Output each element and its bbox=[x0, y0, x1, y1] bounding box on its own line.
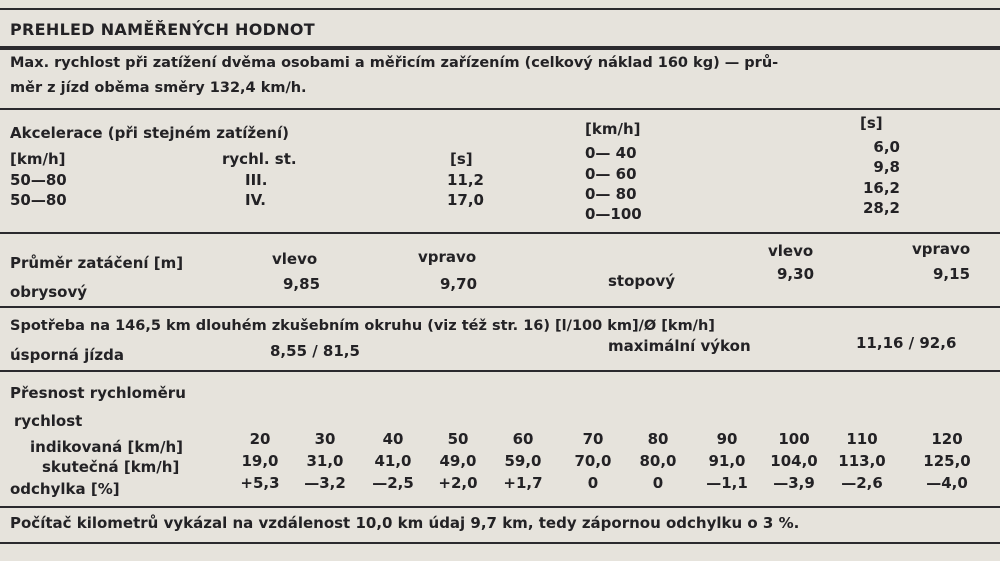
speedometer-deviation-value: +2,0 bbox=[438, 474, 478, 492]
header-rule bbox=[0, 46, 1000, 50]
speedometer-deviation-value: —2,5 bbox=[372, 474, 414, 492]
speedometer-deviation-value: 0 bbox=[652, 474, 664, 492]
speedometer-indicated-value: 120 bbox=[931, 430, 963, 448]
acc-gear-row-2-gear: IV. bbox=[245, 191, 266, 209]
acc-range-row-4-speed: 0—100 bbox=[585, 205, 642, 223]
acc-gear-row-2-speed: 50—80 bbox=[10, 191, 67, 209]
max-speed-line-2: měr z jízd oběma směry 132,4 km/h. bbox=[10, 80, 307, 96]
speedometer-deviation-value: 0 bbox=[587, 474, 599, 492]
acceleration-title: Akcelerace (při stejném zatížení) bbox=[10, 124, 289, 142]
speedometer-deviation-value: +5,3 bbox=[240, 474, 280, 492]
speedometer-indicated-value: 50 bbox=[447, 430, 469, 448]
speedometer-indicated-value: 80 bbox=[647, 430, 669, 448]
acc-range-row-2-time: 9,8 bbox=[873, 158, 900, 176]
acc-range-row-3-time: 16,2 bbox=[862, 179, 900, 197]
acc-range-row-3-speed: 0— 80 bbox=[585, 185, 637, 203]
acc-gear-row-1-speed: 50—80 bbox=[10, 171, 67, 189]
acc-range-header-speed: [km/h] bbox=[585, 120, 641, 138]
speedometer-indicated-label: indikovaná [km/h] bbox=[30, 438, 183, 456]
speedometer-actual-value: 19,0 bbox=[241, 452, 279, 470]
bottom-rule bbox=[0, 542, 1000, 544]
consumption-max-label: maximální výkon bbox=[608, 337, 751, 355]
speedometer-actual-value: 91,0 bbox=[708, 452, 746, 470]
divider-3 bbox=[0, 306, 1000, 308]
speedometer-indicated-value: 60 bbox=[512, 430, 534, 448]
speedometer-deviation-value: —3,2 bbox=[304, 474, 346, 492]
turning-right-header: vpravo bbox=[418, 248, 477, 266]
turning-stopovy-label: stopový bbox=[608, 272, 676, 290]
speedometer-actual-value: 41,0 bbox=[374, 452, 412, 470]
speedometer-subtitle: rychlost bbox=[14, 412, 83, 430]
acc-gear-header-gear: rychl. st. bbox=[222, 150, 297, 168]
speedometer-actual-value: 31,0 bbox=[306, 452, 344, 470]
acc-gear-header-speed: [km/h] bbox=[10, 150, 66, 168]
turning-stopovy-right: 9,15 bbox=[933, 265, 971, 283]
speedometer-actual-value: 125,0 bbox=[923, 452, 971, 470]
odometer-note: Počítač kilometrů vykázal na vzdálenost 10,0 km údaj 9,7 km, tedy zápornou odchylku o 3 %. bbox=[10, 514, 800, 532]
speedometer-indicated-value: 100 bbox=[778, 430, 810, 448]
turning-stopovy-left: 9,30 bbox=[777, 265, 815, 283]
acc-range-row-1-time: 6,0 bbox=[873, 138, 900, 156]
acc-range-row-2-speed: 0— 60 bbox=[585, 165, 637, 183]
speedometer-deviation-value: —4,0 bbox=[926, 474, 968, 492]
turning-stopovy-right-header: vpravo bbox=[912, 240, 971, 258]
max-speed-line-1: Max. rychlost při zatížení dvěma osobami a měřicím zařízením (celkový náklad 160 kg) — prů- bbox=[10, 55, 779, 71]
speedometer-indicated-value: 30 bbox=[314, 430, 336, 448]
divider-1 bbox=[0, 108, 1000, 110]
speedometer-actual-value: 113,0 bbox=[838, 452, 886, 470]
consumption-economy-value: 8,55 / 81,5 bbox=[270, 342, 360, 360]
speedometer-indicated-value: 110 bbox=[846, 430, 878, 448]
speedometer-deviation-value: +1,7 bbox=[503, 474, 543, 492]
speedometer-indicated-value: 20 bbox=[249, 430, 271, 448]
divider-5 bbox=[0, 506, 1000, 508]
acc-gear-header-time: [s] bbox=[450, 150, 473, 168]
consumption-title: Spotřeba na 146,5 km dlouhém zkušebním okruhu (viz též str. 16) [l/100 km]/Ø [km/h] bbox=[10, 318, 715, 334]
consumption-max-value: 11,16 / 92,6 bbox=[856, 334, 957, 352]
turning-obrysovy-right: 9,70 bbox=[440, 275, 478, 293]
divider-2 bbox=[0, 232, 1000, 234]
speedometer-deviation-value: —1,1 bbox=[706, 474, 748, 492]
turning-obrysovy-left: 9,85 bbox=[283, 275, 321, 293]
speedometer-indicated-value: 40 bbox=[382, 430, 404, 448]
divider-4 bbox=[0, 370, 1000, 372]
speedometer-actual-value: 70,0 bbox=[574, 452, 612, 470]
speedometer-indicated-value: 90 bbox=[716, 430, 738, 448]
speedometer-deviation-label: odchylka [%] bbox=[10, 480, 120, 498]
turning-title: Průměr zatáčení [m] bbox=[10, 254, 184, 272]
speedometer-title: Přesnost rychloměru bbox=[10, 384, 186, 402]
page-title: PREHLED NAMĚŘENÝCH HODNOT bbox=[10, 20, 316, 39]
speedometer-actual-value: 49,0 bbox=[439, 452, 477, 470]
turning-obrysovy-label: obrysový bbox=[10, 283, 88, 301]
acc-gear-row-1-gear: III. bbox=[245, 171, 268, 189]
speedometer-actual-value: 59,0 bbox=[504, 452, 542, 470]
speedometer-deviation-value: —2,6 bbox=[841, 474, 883, 492]
speedometer-actual-value: 104,0 bbox=[770, 452, 818, 470]
speedometer-indicated-value: 70 bbox=[582, 430, 604, 448]
turning-stopovy-left-header: vlevo bbox=[768, 242, 814, 260]
turning-left-header: vlevo bbox=[272, 250, 318, 268]
top-rule bbox=[0, 8, 1000, 10]
speedometer-actual-label: skutečná [km/h] bbox=[42, 458, 180, 476]
acc-range-row-1-speed: 0— 40 bbox=[585, 144, 637, 162]
acc-gear-row-2-time: 17,0 bbox=[446, 191, 484, 209]
acc-range-header-time: [s] bbox=[860, 114, 883, 132]
acc-gear-row-1-time: 11,2 bbox=[446, 171, 484, 189]
acc-range-row-4-time: 28,2 bbox=[862, 199, 900, 217]
consumption-economy-label: úsporná jízda bbox=[10, 346, 124, 364]
speedometer-actual-value: 80,0 bbox=[639, 452, 677, 470]
speedometer-deviation-value: —3,9 bbox=[773, 474, 815, 492]
